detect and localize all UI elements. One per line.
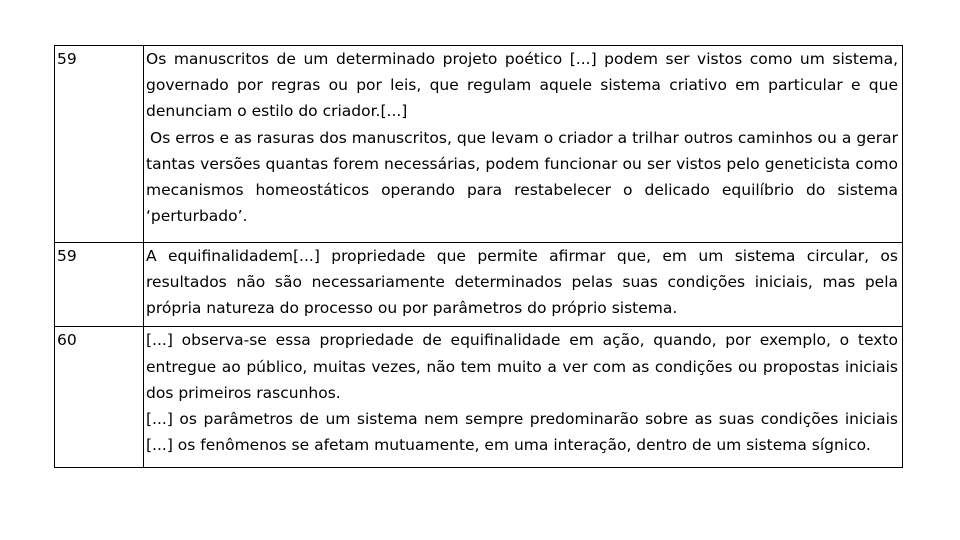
quote-paragraph: [...] observa-se essa propriedade de equifinalidade em ação, quando, por exemplo, o texto entregue ao público, muitas vezes, não tem muito a ver com as condições ou propostas iniciais dos primeiros rascunhos. xyxy=(146,331,898,402)
page-number: 60 xyxy=(57,331,77,350)
quote-paragraph: Os erros e as rasuras dos manuscritos, que levam o criador a trilhar outros caminhos ou a gerar tantas versões quantas forem necessárias, podem funcionar ou ser vistos pelo geneticista como mecanismos homeostáticos operando para restabelecer o delicado equilíbrio do sistema ‘perturbado’. xyxy=(146,128,898,226)
page-number: 59 xyxy=(57,50,77,68)
quote-cell xyxy=(144,46,903,243)
page-number-cell xyxy=(55,242,144,327)
table-row xyxy=(55,46,903,243)
quote-paragraph: A equifinalidadem[...] propriedade que permite afirmar que, em um sistema circular, os resultados não são necessariamente determinados pelas suas condições iniciais, mas pela própria natureza do processo ou por parâmetros do próprio sistema. xyxy=(146,246,898,317)
quote-table xyxy=(54,45,903,468)
quote-paragraph: Os manuscritos de um determinado projeto poético [...] podem ser vistos como um sistema, governado por regras ou por leis, que regulam aquele sistema criativo em particular e que denunciam o estilo do criador.[...] xyxy=(146,50,898,121)
page-number: 59 xyxy=(57,246,77,265)
quote-paragraph: [...] os parâmetros de um sistema nem sempre predominarão sobre as suas condições iniciais [...] os fenômenos se afetam mutuamente, em uma interação, dentro de um sistema sígnico. xyxy=(146,409,898,455)
page-number-cell xyxy=(55,46,144,243)
quote-cell xyxy=(144,242,903,327)
quote-cell xyxy=(144,327,903,468)
page-number-cell xyxy=(55,327,144,468)
table-row xyxy=(55,242,903,327)
table-row xyxy=(55,327,903,468)
